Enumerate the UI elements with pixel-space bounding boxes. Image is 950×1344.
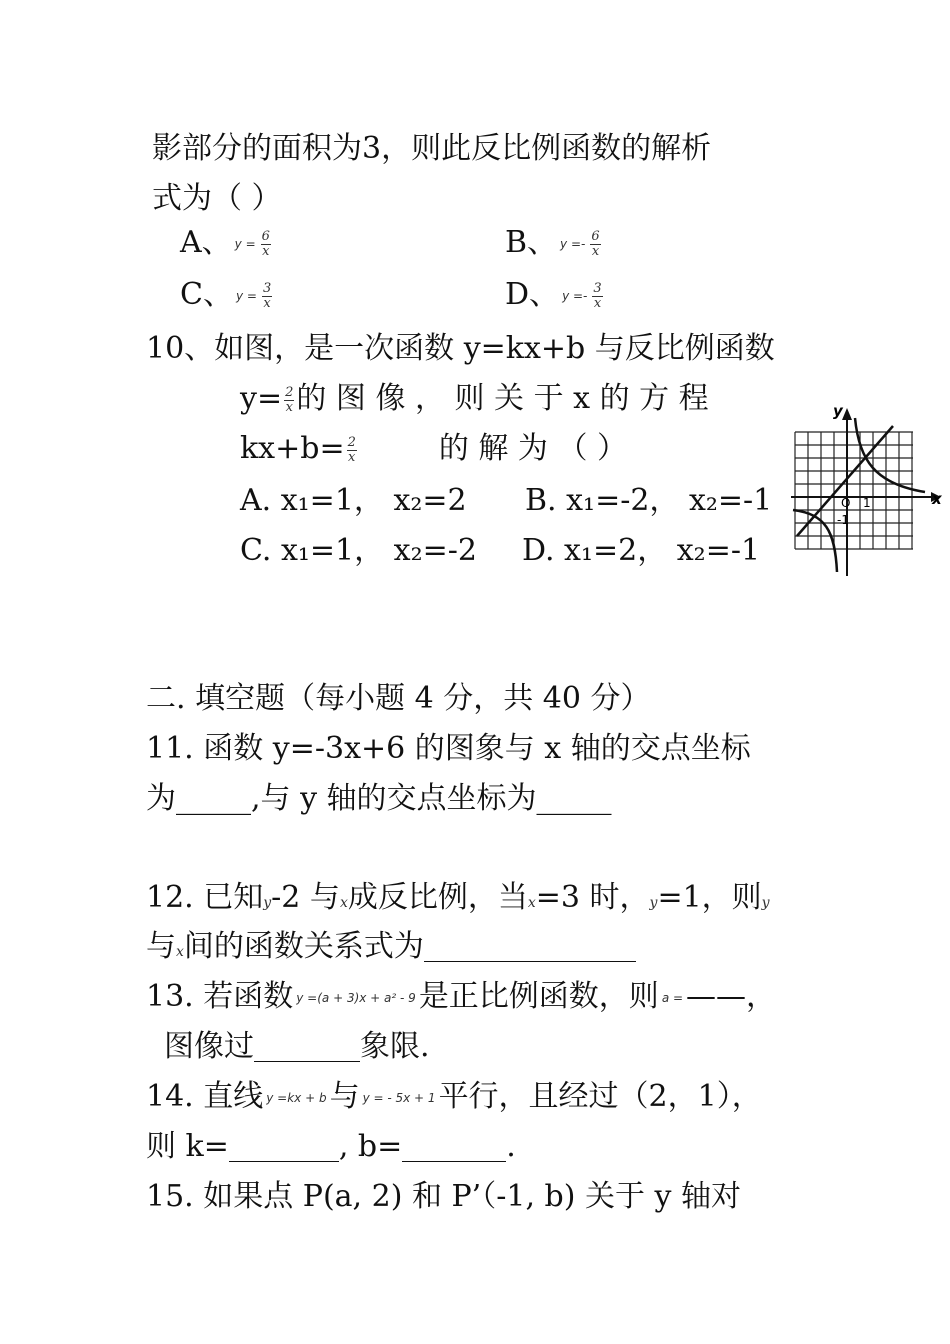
q10-function-graph bbox=[785, 400, 945, 580]
option-label: B、 bbox=[505, 225, 558, 260]
fraction: $\frac{3}{x}$ bbox=[593, 280, 602, 311]
answer-blank-k[interactable] bbox=[229, 1133, 339, 1162]
q10-line3: kx+b= $\frac{2}{x}$ 的 解 为 （ ） bbox=[240, 431, 628, 466]
var-x: x bbox=[527, 895, 536, 911]
answer-blank[interactable] bbox=[254, 1033, 360, 1062]
q10-line2: y= $\frac{2}{x}$ 的 图 像 ， 则 关 于 x 的 方 程 bbox=[240, 381, 709, 416]
graph-one-label: 1 bbox=[863, 496, 871, 510]
option-label: C、 bbox=[180, 277, 233, 312]
formula: y =kx + b bbox=[266, 1091, 327, 1105]
answer-blank-b[interactable] bbox=[402, 1133, 506, 1162]
fraction: $\frac{2}{x}$ bbox=[347, 434, 356, 465]
var-y: y bbox=[649, 895, 658, 911]
graph-x-label: x bbox=[932, 490, 942, 508]
q10-option-c: C. x₁=1， x₂=-2 bbox=[240, 533, 477, 568]
answer-blank[interactable] bbox=[424, 933, 636, 962]
q13-line2: 图像过 象限. bbox=[164, 1029, 430, 1064]
option-label: A、 bbox=[180, 225, 232, 260]
formula-prefix: y = bbox=[235, 289, 257, 303]
graph-y-label: y bbox=[833, 402, 843, 420]
var-x: x bbox=[339, 895, 348, 911]
q12-line1: 12. 已知y-2 与x成反比例，当x=3 时，y=1，则y bbox=[146, 880, 770, 915]
formula-prefix: y =- bbox=[562, 289, 588, 303]
var-y: y bbox=[263, 895, 272, 911]
graph-origin-label: O bbox=[841, 496, 851, 510]
formula: y = - 5x + 1 bbox=[362, 1091, 436, 1105]
q15-line1: 15. 如果点 P(a, 2) 和 P’（-1, b) 关于 y 轴对 bbox=[146, 1179, 741, 1214]
q12-line2: 与x间的函数关系式为 bbox=[146, 932, 636, 962]
option-label: D、 bbox=[505, 277, 560, 312]
var-x: x bbox=[176, 944, 184, 960]
q10-line1: 10、如图，是一次函数 y=kx+b 与反比例函数 bbox=[146, 331, 775, 366]
q9-line2: 式为（ ） bbox=[152, 181, 282, 216]
formula: y =(a + 3)x + a² - 9 bbox=[296, 991, 416, 1005]
fraction: $\frac{6}{x}$ bbox=[591, 228, 600, 259]
q11-line2: 为_____,与 y 轴的交点坐标为_____ bbox=[146, 781, 612, 816]
graph-neg1-label: -1 bbox=[837, 513, 849, 527]
fraction: $\frac{6}{x}$ bbox=[261, 228, 270, 259]
q13-line1: 13. 若函数 y =(a + 3)x + a² - 9 是正比例函数，则 a = ——， bbox=[146, 979, 777, 1014]
formula-prefix: y =- bbox=[560, 237, 586, 251]
q9-option-c bbox=[180, 277, 274, 312]
q9-option-d bbox=[505, 277, 605, 312]
q9-option-b bbox=[505, 225, 603, 260]
hyperbola-branch-q3 bbox=[793, 510, 837, 572]
fraction: $\frac{2}{x}$ bbox=[285, 384, 294, 415]
q11-line1: 11. 函数 y=-3x+6 的图象与 x 轴的交点坐标 bbox=[146, 731, 751, 766]
q14-line1: 14. 直线 y =kx + b 与 y = - 5x + 1 平行，且经过（2，1）， bbox=[146, 1079, 762, 1114]
formula-prefix: y = bbox=[234, 237, 256, 251]
q10-option-b: B. x₁=-2， x₂=-1 bbox=[525, 483, 773, 518]
q10-option-a: A. x₁=1， x₂=2 bbox=[240, 483, 467, 518]
q9-option-a bbox=[180, 225, 273, 260]
var-y: y bbox=[761, 895, 770, 911]
fraction: $\frac{3}{x}$ bbox=[262, 280, 272, 311]
section2-heading: 二. 填空题（每小题 4 分，共 40 分） bbox=[146, 681, 651, 716]
grid bbox=[795, 432, 913, 549]
y-axis-arrow bbox=[842, 408, 852, 420]
q9-line1: 影部分的面积为3，则此反比例函数的解析 bbox=[152, 131, 712, 166]
var-a: a = bbox=[661, 991, 684, 1005]
q14-line2: 则 k= , b= . bbox=[146, 1129, 516, 1164]
q10-option-d: D. x₁=2， x₂=-1 bbox=[522, 533, 761, 568]
